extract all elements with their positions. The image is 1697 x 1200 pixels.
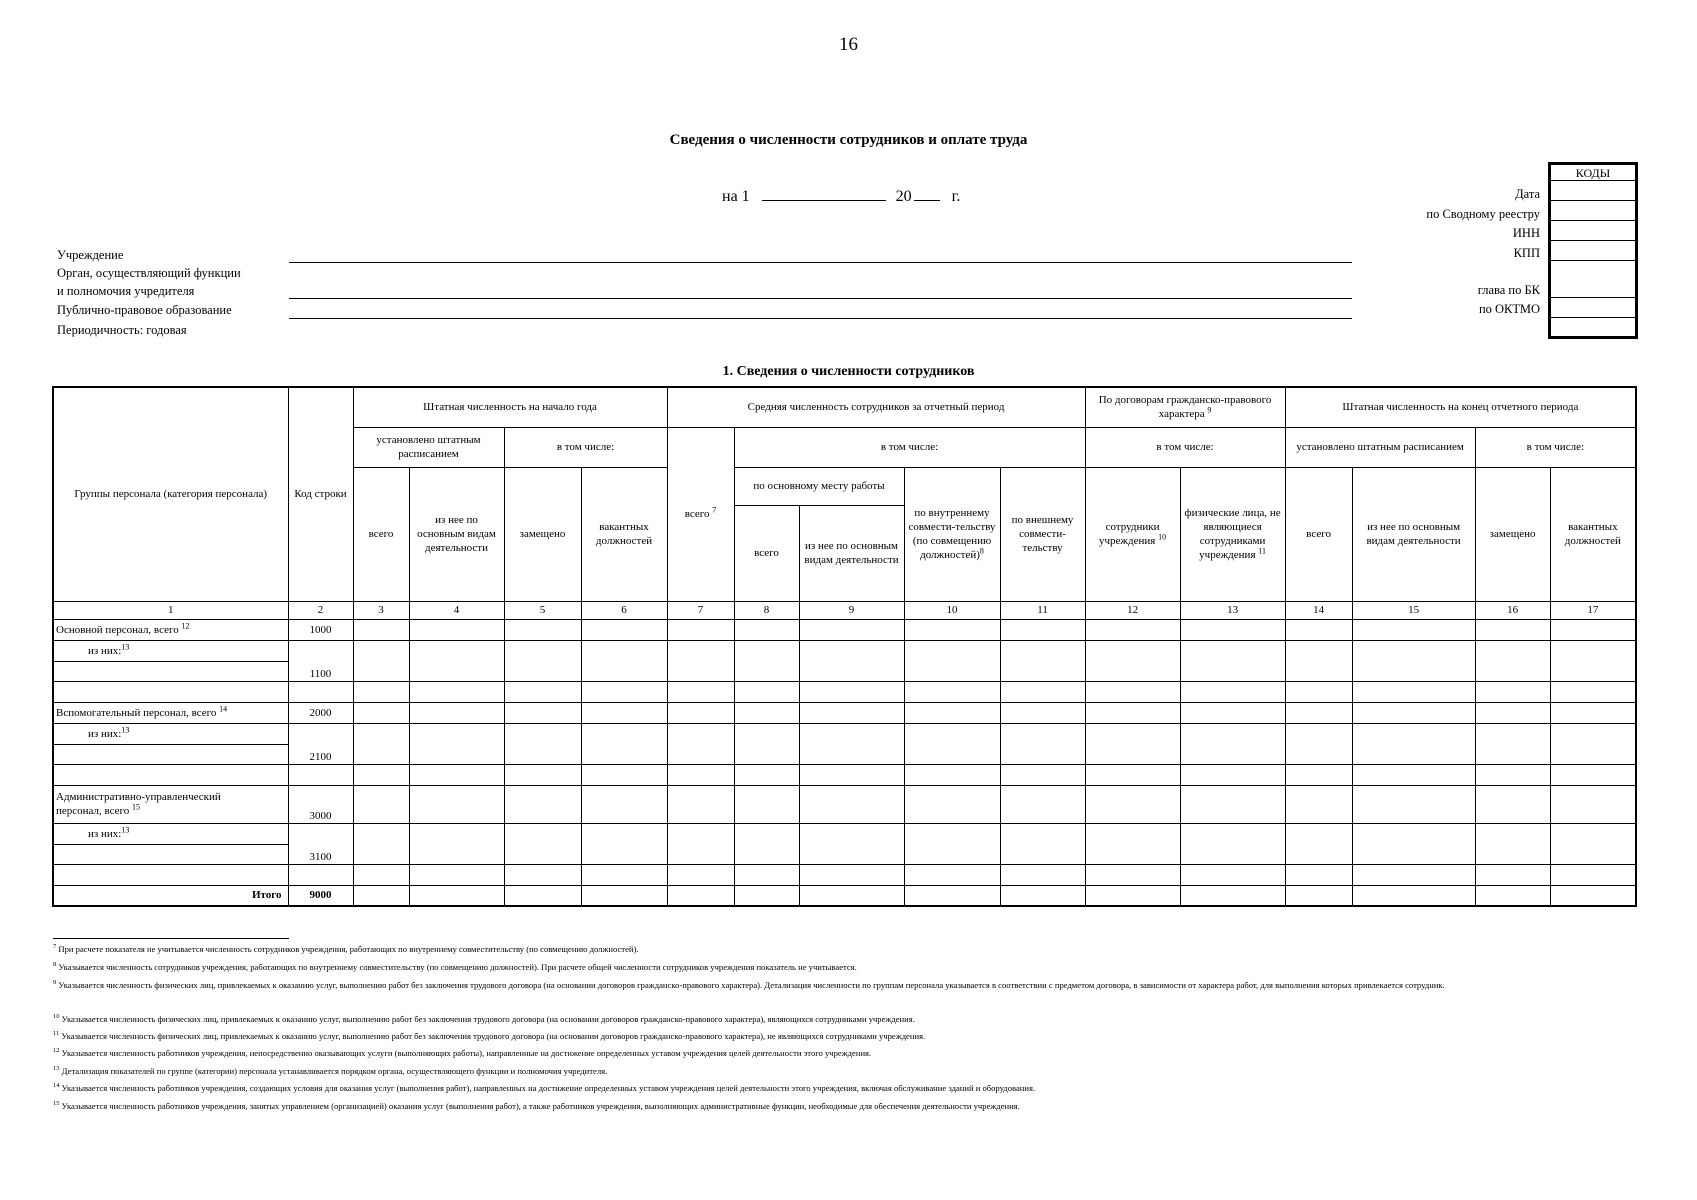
column-number: 2 [288,601,353,619]
col14-total-header: всего [1285,467,1352,601]
row-code: 2000 [288,702,353,723]
row-label-blank[interactable] [53,661,288,681]
end-established-header: установлено штатным расписанием [1285,427,1475,467]
row-code: 2100 [288,723,353,764]
row-code: 1000 [288,619,353,640]
row-label-of-them: из них:$^{13}$ [53,723,288,744]
codes-registry-label: по Сводному реестру [1426,207,1540,221]
periodicity-label: Периодичность: годовая [57,323,187,337]
avg-total-header: всего $^7$ [667,427,734,601]
footnote-divider [53,938,289,939]
public-entity-label: Публично-правовое образование [57,303,232,317]
column-number: 5 [504,601,581,619]
staff-count-table [52,386,1637,907]
row-code: 1100 [288,640,353,681]
code-extra-cell[interactable] [1551,318,1636,337]
date-year-prefix: 20 [895,188,912,205]
table-row [53,785,1636,823]
avg-including-header: в том числе: [734,427,1085,467]
col-groups-header: Группы персонала (категория персонала) [53,387,288,601]
table-row [53,823,1636,844]
code-date-cell[interactable] [1551,181,1636,201]
footnote: $^{14}$ Указывается численность работников учреждения, создающих условия для оказания услуг (выполнения работ), направленных на достижение определенных уставом учреждения целей деятельности этого учреждения, включая обслуживание зданий и оборудования. [53,1082,1036,1093]
date-suffix: г. [951,188,961,205]
codes-kpp-label: КПП [1513,246,1540,260]
table-row [53,640,1636,661]
row-label-blank[interactable] [53,864,288,885]
row-code: 9000 [288,885,353,906]
codes-oktmo-label: по ОКТМО [1478,302,1540,316]
row-label-total: Итого [53,885,288,906]
table-row [53,723,1636,744]
institution-label: Учреждение [57,248,124,262]
row-label-blank[interactable] [53,844,288,864]
column-number: 9 [799,601,904,619]
civil-contracts-header: По договорам гражданско-правового характера $^9$ [1085,387,1285,427]
organ-field[interactable] [289,298,1352,299]
col-code-header: Код строки [288,387,353,601]
codes-bk-label: глава по БК [1477,283,1540,297]
table-row [53,619,1636,640]
row-label-of-them: из них:$^{13}$ [53,640,288,661]
civil-including-header: в том числе: [1085,427,1285,467]
row-label-blank[interactable] [53,744,288,764]
col4-main-activities-header: из нее по основным видам деятельности [409,467,504,601]
column-number: 17 [1550,601,1636,619]
start-year-header: Штатная численность на начало года [353,387,667,427]
column-number: 7 [667,601,734,619]
organ-label-line1: Орган, осуществляющий функции [57,266,241,280]
public-entity-field[interactable] [289,318,1352,319]
column-number: 8 [734,601,799,619]
code-oktmo-cell[interactable] [1551,298,1636,318]
row-label-aux-staff: Вспомогательный персонал, всего $^{14}$ [53,702,288,723]
table-row [53,681,1636,702]
code-bk-cell[interactable] [1551,261,1636,298]
col16-filled-header: замещено [1475,467,1550,601]
row-label-main-staff: Основной персонал, всего $^{12}$ [53,619,288,640]
column-number: 1 [53,601,288,619]
table-row [53,764,1636,785]
column-number: 11 [1000,601,1085,619]
report-date-line [722,186,960,206]
row-code: 3100 [288,823,353,864]
col12-employees-header: сотрудники учреждения $^{10}$ [1085,467,1180,601]
date-year-field[interactable] [914,186,940,201]
start-including-header: в том числе: [504,427,667,467]
end-period-header: Штатная численность на конец отчетного периода [1285,387,1636,427]
col8-total-header: всего [734,505,799,601]
footnote: $^8$ Указывается численность сотрудников учреждения, работающих по внутреннему совместительству (по совмещению должностей). При расчете общей численности сотрудников учреждения показатель не учитывается. [53,961,857,972]
footnote: $^{13}$ Детализация показателей по группе (категории) персонала устанавливается порядком органа, осуществляющего функции и полномочия учредителя. [53,1065,608,1076]
codes-date-label: Дата [1515,187,1540,201]
col6-vacant-header: вакантных должностей [581,467,667,601]
row-code: 3000 [288,785,353,823]
table-row [53,864,1636,885]
column-number: 14 [1285,601,1352,619]
codes-header: КОДЫ [1551,165,1636,181]
col5-filled-header: замещено [504,467,581,601]
footnote: $^7$ При расчете показателя не учитывается численность сотрудников учреждения, работающих по внутреннему совместительству (по совмещению должностей). [53,943,639,954]
column-number: 13 [1180,601,1285,619]
section-title: 1. Сведения о численности сотрудников [722,364,975,379]
col17-vacant-header: вакантных должностей [1550,467,1636,601]
page-number: 16 [839,34,858,55]
row-label-blank[interactable] [53,681,288,702]
code-inn-cell[interactable] [1551,221,1636,241]
col10-internal-header: по внутреннему совмести-тельству (по совмещению должностей)$^8$ [904,467,1000,601]
column-number: 16 [1475,601,1550,619]
column-number: 4 [409,601,504,619]
organ-label-line2: и полномочия учредителя [57,284,195,298]
page-title: Сведения о численности сотрудников и оплате труда [669,132,1028,148]
institution-field[interactable] [289,262,1352,263]
end-including-header: в том числе: [1475,427,1636,467]
footnote: $^{10}$ Указывается численность физических лиц, привлекаемых к оказанию услуг, выполнению работ без заключения трудового договора (на основании договоров гражданско-правового характера), являющихся сотрудниками учреждения. [53,1013,915,1024]
col9-main-activities-header: из нее по основным видам деятельности [799,505,904,601]
footnote: $^{15}$ Указывается численность работников учреждения, занятых управлением (организацией) оказания услуг (выполнения работ), а также работников учреждения, выполняющих административные функции, необходимые для обеспечения деятельности учреждения. [53,1100,1020,1111]
column-numbers-row [53,601,1636,619]
codes-inn-label: ИНН [1512,226,1540,240]
col11-external-header: по внешнему совмести-тельству [1000,467,1085,601]
col3-total-header: всего [353,467,409,601]
row-label-blank[interactable] [53,764,288,785]
table-row-total [53,885,1636,906]
column-number: 15 [1352,601,1475,619]
footnote: $^{12}$ Указывается численность работников учреждения, непосредственно оказывающих услуги (выполняющих работы), направленные на достижение определенных уставом учреждения целей деятельности этого учреждения. [53,1047,872,1058]
start-established-header: установлено штатным расписанием [353,427,504,467]
main-place-header: по основному месту работы [734,467,904,505]
row-label-of-them: из них:$^{13}$ [53,823,288,844]
col13-individuals-header: физические лица, не являющиеся сотрудниками учреждения $^{11}$ [1180,467,1285,601]
col15-main-activities-header: из нее по основным видам деятельности [1352,467,1475,601]
footnote: $^{11}$ Указывается численность физических лиц, привлекаемых к оказанию услуг, выполнению работ без заключения трудового договора (на основании договоров гражданско-правового характера), не являющихся сотрудниками учреждения. [53,1030,926,1041]
column-number: 10 [904,601,1000,619]
row-label-admin-staff: Административно-управленческий персонал, всего $^{15}$ [53,785,288,823]
avg-count-header: Средняя численность сотрудников за отчетный период [667,387,1085,427]
date-prefix: на 1 [722,188,750,205]
column-number: 3 [353,601,409,619]
code-kpp-cell[interactable] [1551,241,1636,261]
column-number: 6 [581,601,667,619]
table-row [53,702,1636,723]
column-number: 12 [1085,601,1180,619]
codes-box [1548,162,1638,339]
footnote: $^9$ Указывается численность физических лиц, привлекаемых к оказанию услуг, выполнению работ без заключения трудового договора (на основании договоров гражданско-правового характера). Детализация численности по группам персонала указывается в соответствии с предметом договора, в зависимости от характера работ, для выполнения которых привлекается сотрудник. [53,979,1445,990]
date-month-field[interactable] [762,186,886,201]
code-registry-cell[interactable] [1551,201,1636,221]
